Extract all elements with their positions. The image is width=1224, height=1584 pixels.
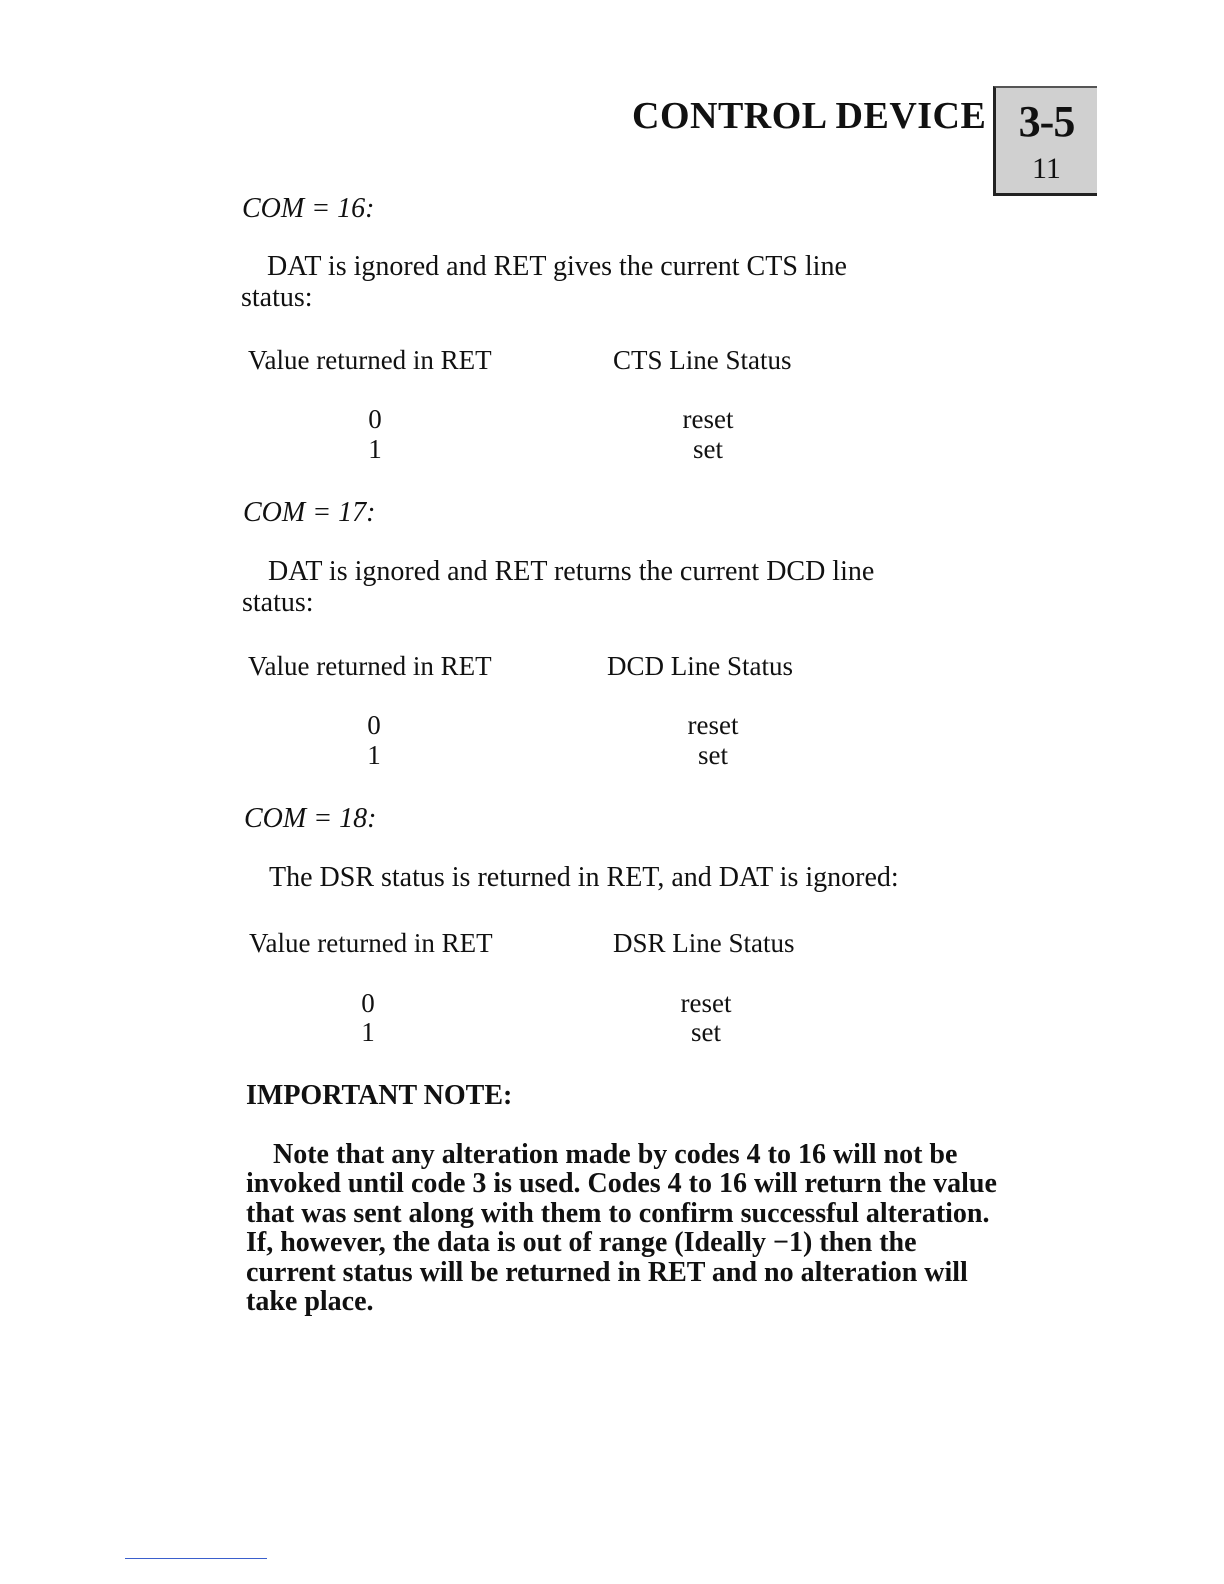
com-16-row-1-status: set [693,434,723,464]
com-16-description-line1: DAT is ignored and RET gives the current CTS line [267,251,847,282]
section-tab [993,86,1097,196]
com-18-description: The DSR status is returned in RET, and DAT is ignored: [269,862,899,893]
com-17-description-line2: status: [242,587,314,618]
com-18-heading: COM = 18: [244,803,377,834]
com-17-row-1-status: set [698,740,728,770]
com-16-heading: COM = 16: [242,193,375,224]
com-17-col-status-header: DCD Line Status [607,651,793,681]
com-16-col-value-header: Value returned in RET [248,345,492,375]
com-16-col-status-header: CTS Line Status [613,345,792,375]
com-16-description-line2: status: [241,282,313,313]
page-number: 11 [1032,152,1061,185]
com-18-row-1-value: 1 [361,1017,375,1047]
com-17-row-1-value: 1 [367,740,381,770]
com-18-col-status-header: DSR Line Status [613,928,795,958]
important-note-heading: IMPORTANT NOTE: [246,1080,513,1111]
com-17-col-value-header: Value returned in RET [248,651,492,681]
important-note-body: Note that any alteration made by codes 4 to 16 will not be invoked until code 3 is used. Codes 4 to 16 will return the value that was sent along with them to confirm successful alteration. If, however, the data is out of range (Ideally −1) then the current status will be returned in RET and no alteration will take place. [246,1139,997,1318]
com-16-row-0-status: reset [682,404,734,434]
com-18-col-value-header: Value returned in RET [249,928,493,958]
com-17-row-0-status: reset [687,710,739,740]
com-16-row-1-value: 1 [368,434,382,464]
page-title: CONTROL DEVICE [632,95,987,137]
section-number: 3-5 [1018,97,1075,146]
important-note-text [246,1140,1006,1316]
com-17-description-line1: DAT is ignored and RET returns the current DCD line [268,556,875,587]
com-18-row-0-status: reset [680,988,732,1018]
com-17-row-0-value: 0 [367,710,381,740]
com-16-row-0-value: 0 [368,404,382,434]
com-18-row-1-status: set [691,1017,721,1047]
com-17-heading: COM = 17: [243,497,376,528]
footer-rule [125,1558,267,1559]
com-18-row-0-value: 0 [361,988,375,1018]
